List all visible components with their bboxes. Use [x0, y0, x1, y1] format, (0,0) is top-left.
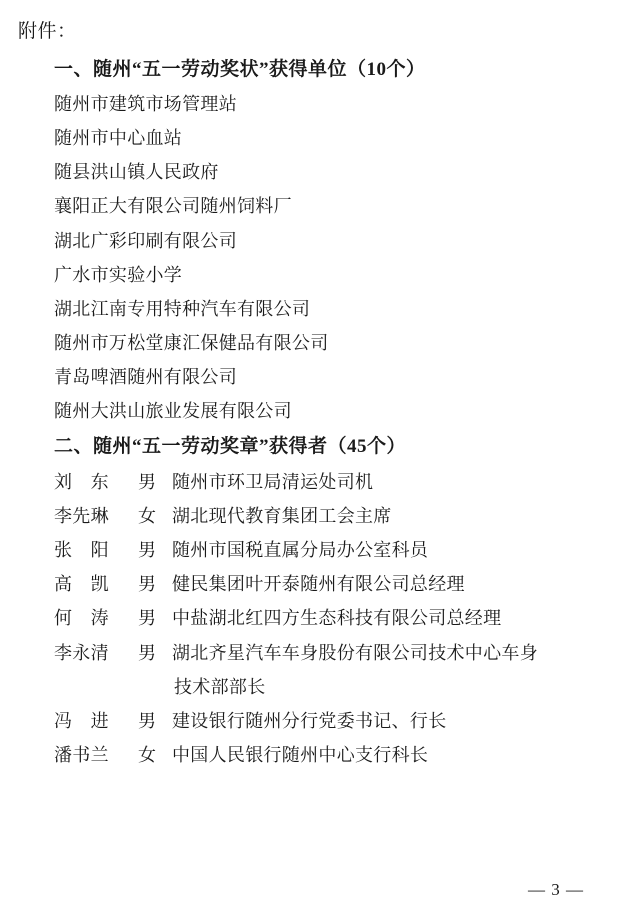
section-heading-people: 二、随州“五一劳动奖章”获得者（45个） — [54, 436, 407, 458]
person-org: 湖北齐星汽车车身股份有限公司技术中心车身 — [172, 642, 538, 663]
list-item: 随州市建筑市场管理站 — [54, 93, 237, 114]
person-name: 潘书兰 — [54, 745, 109, 766]
attachment-label: 附件： — [18, 21, 77, 42]
person-name: 高 凯 — [54, 574, 109, 595]
person-sex: 男 — [138, 471, 157, 492]
list-item — [18, 502, 584, 531]
list-item — [18, 741, 584, 770]
list-item — [18, 707, 584, 736]
list-item: 广水市实验小学 — [54, 264, 183, 285]
person-sex: 女 — [138, 745, 157, 766]
person-sex: 男 — [138, 574, 157, 595]
person-sex: 男 — [138, 642, 157, 663]
person-org: 中国人民银行随州中心支行科长 — [172, 745, 429, 766]
person-name: 李先琳 — [54, 506, 109, 526]
list-item: 随县洪山镇人民政府 — [54, 162, 219, 183]
list-item: 湖北广彩印刷有限公司 — [54, 230, 237, 251]
person-sex: 男 — [138, 710, 157, 731]
person-org: 中盐湖北红四方生态科技有限公司总经理 — [172, 608, 502, 629]
list-item: 青岛啤酒随州有限公司 — [54, 367, 237, 388]
section-heading-units: 一、随州“五一劳动奖状”获得单位（10个） — [54, 58, 426, 80]
person-name: 刘 东 — [54, 471, 109, 492]
person-org: 湖北现代教育集团工会主席 — [172, 506, 392, 526]
person-org-continuation: 技术部部长 — [174, 676, 266, 697]
person-name: 张 阳 — [54, 540, 109, 561]
person-sex: 男 — [138, 608, 157, 629]
person-org: 随州市国税直属分局办公室科员 — [172, 540, 429, 561]
list-item — [18, 468, 584, 497]
person-name: 何 涛 — [54, 608, 109, 629]
list-item: 襄阳正大有限公司随州饲料厂 — [54, 196, 292, 217]
person-sex: 男 — [138, 540, 157, 561]
person-org: 健民集团叶开泰随州有限公司总经理 — [172, 574, 465, 595]
list-item: 湖北江南专用特种汽车有限公司 — [54, 298, 311, 319]
list-item — [18, 536, 584, 565]
person-name: 李永清 — [54, 642, 109, 663]
person-org: 随州市环卫局清运处司机 — [172, 471, 374, 492]
list-item: 随州市万松堂康汇保健品有限公司 — [54, 332, 329, 353]
page-number: — 3 — — [528, 880, 584, 899]
list-item: 随州大洪山旅业发展有限公司 — [54, 401, 292, 422]
list-item — [18, 604, 584, 633]
person-org: 建设银行随州分行党委书记、行长 — [172, 710, 447, 731]
person-sex: 女 — [138, 506, 157, 526]
list-item — [18, 639, 584, 668]
list-item: 随州市中心血站 — [54, 128, 183, 149]
person-name: 冯 进 — [54, 710, 109, 731]
list-item — [18, 570, 584, 599]
